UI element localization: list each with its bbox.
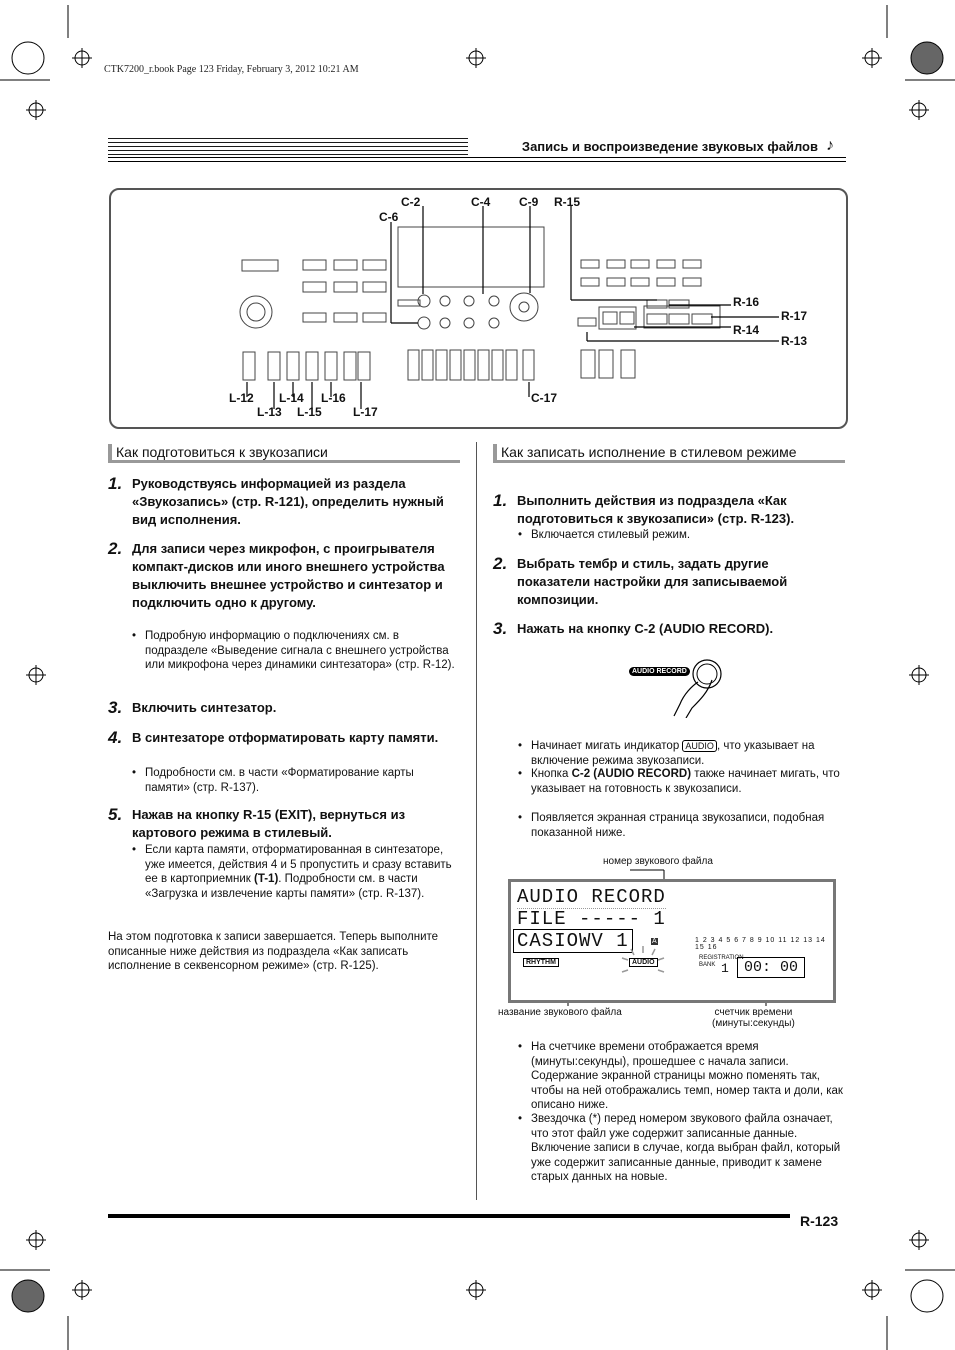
step-number: 1. <box>108 474 123 493</box>
step-number: 5. <box>108 805 123 824</box>
lcd-screen <box>508 879 836 1003</box>
header-rule <box>108 157 846 158</box>
page-number: R-123 <box>800 1213 839 1229</box>
step-number: 2. <box>108 539 123 558</box>
keyboard-panel-diagram <box>109 188 848 429</box>
step-number: 2. <box>493 554 508 573</box>
bullet-note: • На счетчике времени отображается время (минуты:секунды), прошедшее с начала записи. Содержание экранной страницы можно поменять так, чтобы на ней отображались темп, номер такта и доли, как описано ниже. <box>531 1040 845 1113</box>
lcd-line-3: CASIOWV 1 <box>513 929 633 953</box>
lcd-audio-indicator: AUDIO <box>629 958 658 967</box>
step-text: Выбрать тембр и стиль, задать другие показатели настройки для записываемой композиции. <box>517 556 788 607</box>
label-c6: C-6 <box>379 210 399 224</box>
label-c4: C-4 <box>471 195 491 209</box>
step-number: 4. <box>108 728 123 747</box>
header-rule-2 <box>108 161 846 162</box>
label-l16: L-16 <box>321 391 346 405</box>
lcd-rhythm-indicator: RHYTHM <box>523 958 559 967</box>
bullet-note: • Кнопка C-2 (AUDIO RECORD) также начинает мигать, что указывает на готовность к звукозаписи. <box>531 767 845 796</box>
step-text: Выполнить действия из подраздела «Как подготовиться к звукозаписи» (стр. R-123). <box>517 493 795 526</box>
lcd-a-marker: A <box>652 938 657 945</box>
lcd-line-2: FILE ----- 1 <box>517 908 666 930</box>
label-l12: L-12 <box>229 391 254 405</box>
right-section-title: Как записать исполнение в стилевом режиме <box>493 444 845 463</box>
bullet-note: • Появляется экранная страница звукозаписи, подобная показанной ниже. <box>531 811 845 840</box>
closing-paragraph: На этом подготовка к записи завершается. Теперь выполните описанные ниже действия из подраздела «Как записать исполнение в секвенсорном режиме» (стр. R-125). <box>108 931 439 972</box>
header-decoration <box>108 138 468 158</box>
lcd-measure-numbers: 1 2 3 4 5 6 7 8 9 10 11 12 13 14 15 16 <box>695 937 826 951</box>
lcd-line-1: AUDIO RECORD <box>517 886 666 908</box>
bullet-note: • Если карта памяти, отформатированная в синтезаторе, уже имеется, действия 4 и 5 пропустить и сразу вставить ее в картоприемник (T-1). Подробности см. в части «Загрузка и извлечение карты памяти» (стр. R-137). <box>145 843 460 901</box>
label-l13: L-13 <box>257 405 282 419</box>
book-info: CTK7200_r.book Page 123 Friday, February 3, 2012 10:21 AM <box>104 64 359 75</box>
audio-record-label: AUDIO RECORD <box>629 667 690 676</box>
label-r15: R-15 <box>554 195 581 209</box>
bullet-note: • Звездочка (*) перед номером звукового файла означает, что этот файл уже содержит записанные данные. Включение записи в случае, когда выбран файл, который уже содержит записанные данные, приводит к замене старых данных на новые. <box>531 1112 845 1185</box>
audio-indicator-icon: AUDIO <box>682 740 717 752</box>
step-number: 1. <box>493 491 508 510</box>
label-c2: C-2 <box>401 195 421 209</box>
bullet-note: • Включается стилевый режим. <box>531 528 845 543</box>
caption-file-name: название звукового файла <box>498 1007 622 1018</box>
caption-time-counter: счетчик времени (минуты:секунды) <box>712 1007 795 1029</box>
finger-pressing-icon <box>626 656 726 718</box>
column-divider <box>476 442 477 1200</box>
step-number: 3. <box>108 698 123 717</box>
bullet-note: • Начинает мигать индикатор AUDIO , что указывает на включение режима звукозаписи. <box>531 739 845 768</box>
label-r13: R-13 <box>781 334 808 348</box>
step-text: Для записи через микрофон, с проигрывателя компакт-дисков или иного внешнего устройства выключить внешнее устройство и синтезатор и подключить одно к другому. <box>132 541 445 610</box>
step-text: Нажать на кнопку C-2 (AUDIO RECORD). <box>517 621 774 636</box>
lcd-bank-value: 1 <box>721 961 729 976</box>
label-r17: R-17 <box>781 309 808 323</box>
bullet-note: • Подробности см. в части «Форматирование карты памяти» (стр. R-137). <box>145 766 460 795</box>
label-c9: C-9 <box>519 195 539 209</box>
label-l15: L-15 <box>297 405 322 419</box>
label-r16: R-16 <box>733 295 760 309</box>
label-r14: R-14 <box>733 323 760 337</box>
step-text: Нажав на кнопку R-15 (EXIT), вернуться из картового режима в стилевый. <box>132 807 406 840</box>
note-icon: ♪ <box>826 137 834 154</box>
blinking-rays-icon <box>619 944 667 980</box>
lcd-time-counter: 00: 00 <box>737 957 805 978</box>
bullet-note: • Подробную информацию о подключениях см. в подразделе «Выведение сигнала с внешнего устройства или микрофона через динамики синтезатора» (стр. R-12). <box>145 629 460 673</box>
label-l17: L-17 <box>353 405 378 419</box>
step-number: 3. <box>493 619 508 638</box>
left-section-title: Как подготовиться к звукозаписи <box>108 444 460 463</box>
step-text: Включить синтезатор. <box>132 700 277 715</box>
label-l14: L-14 <box>279 391 304 405</box>
lcd-bank-label: BANK <box>699 962 716 968</box>
step-text: В синтезаторе отформатировать карту памяти. <box>132 730 439 745</box>
audio-record-button-illustration <box>626 656 726 718</box>
label-c17: C-17 <box>531 391 558 405</box>
caption-file-number: номер звукового файла <box>603 856 713 867</box>
step-text: Руководствуясь информацией из раздела «Звукозапись» (стр. R-121), определить нужный вид исполнения. <box>132 476 444 527</box>
header-title: Запись и воспроизведение звуковых файлов <box>516 139 818 154</box>
footer-rule <box>108 1214 790 1218</box>
lcd-registration-label: REGISTRATION <box>699 955 744 961</box>
